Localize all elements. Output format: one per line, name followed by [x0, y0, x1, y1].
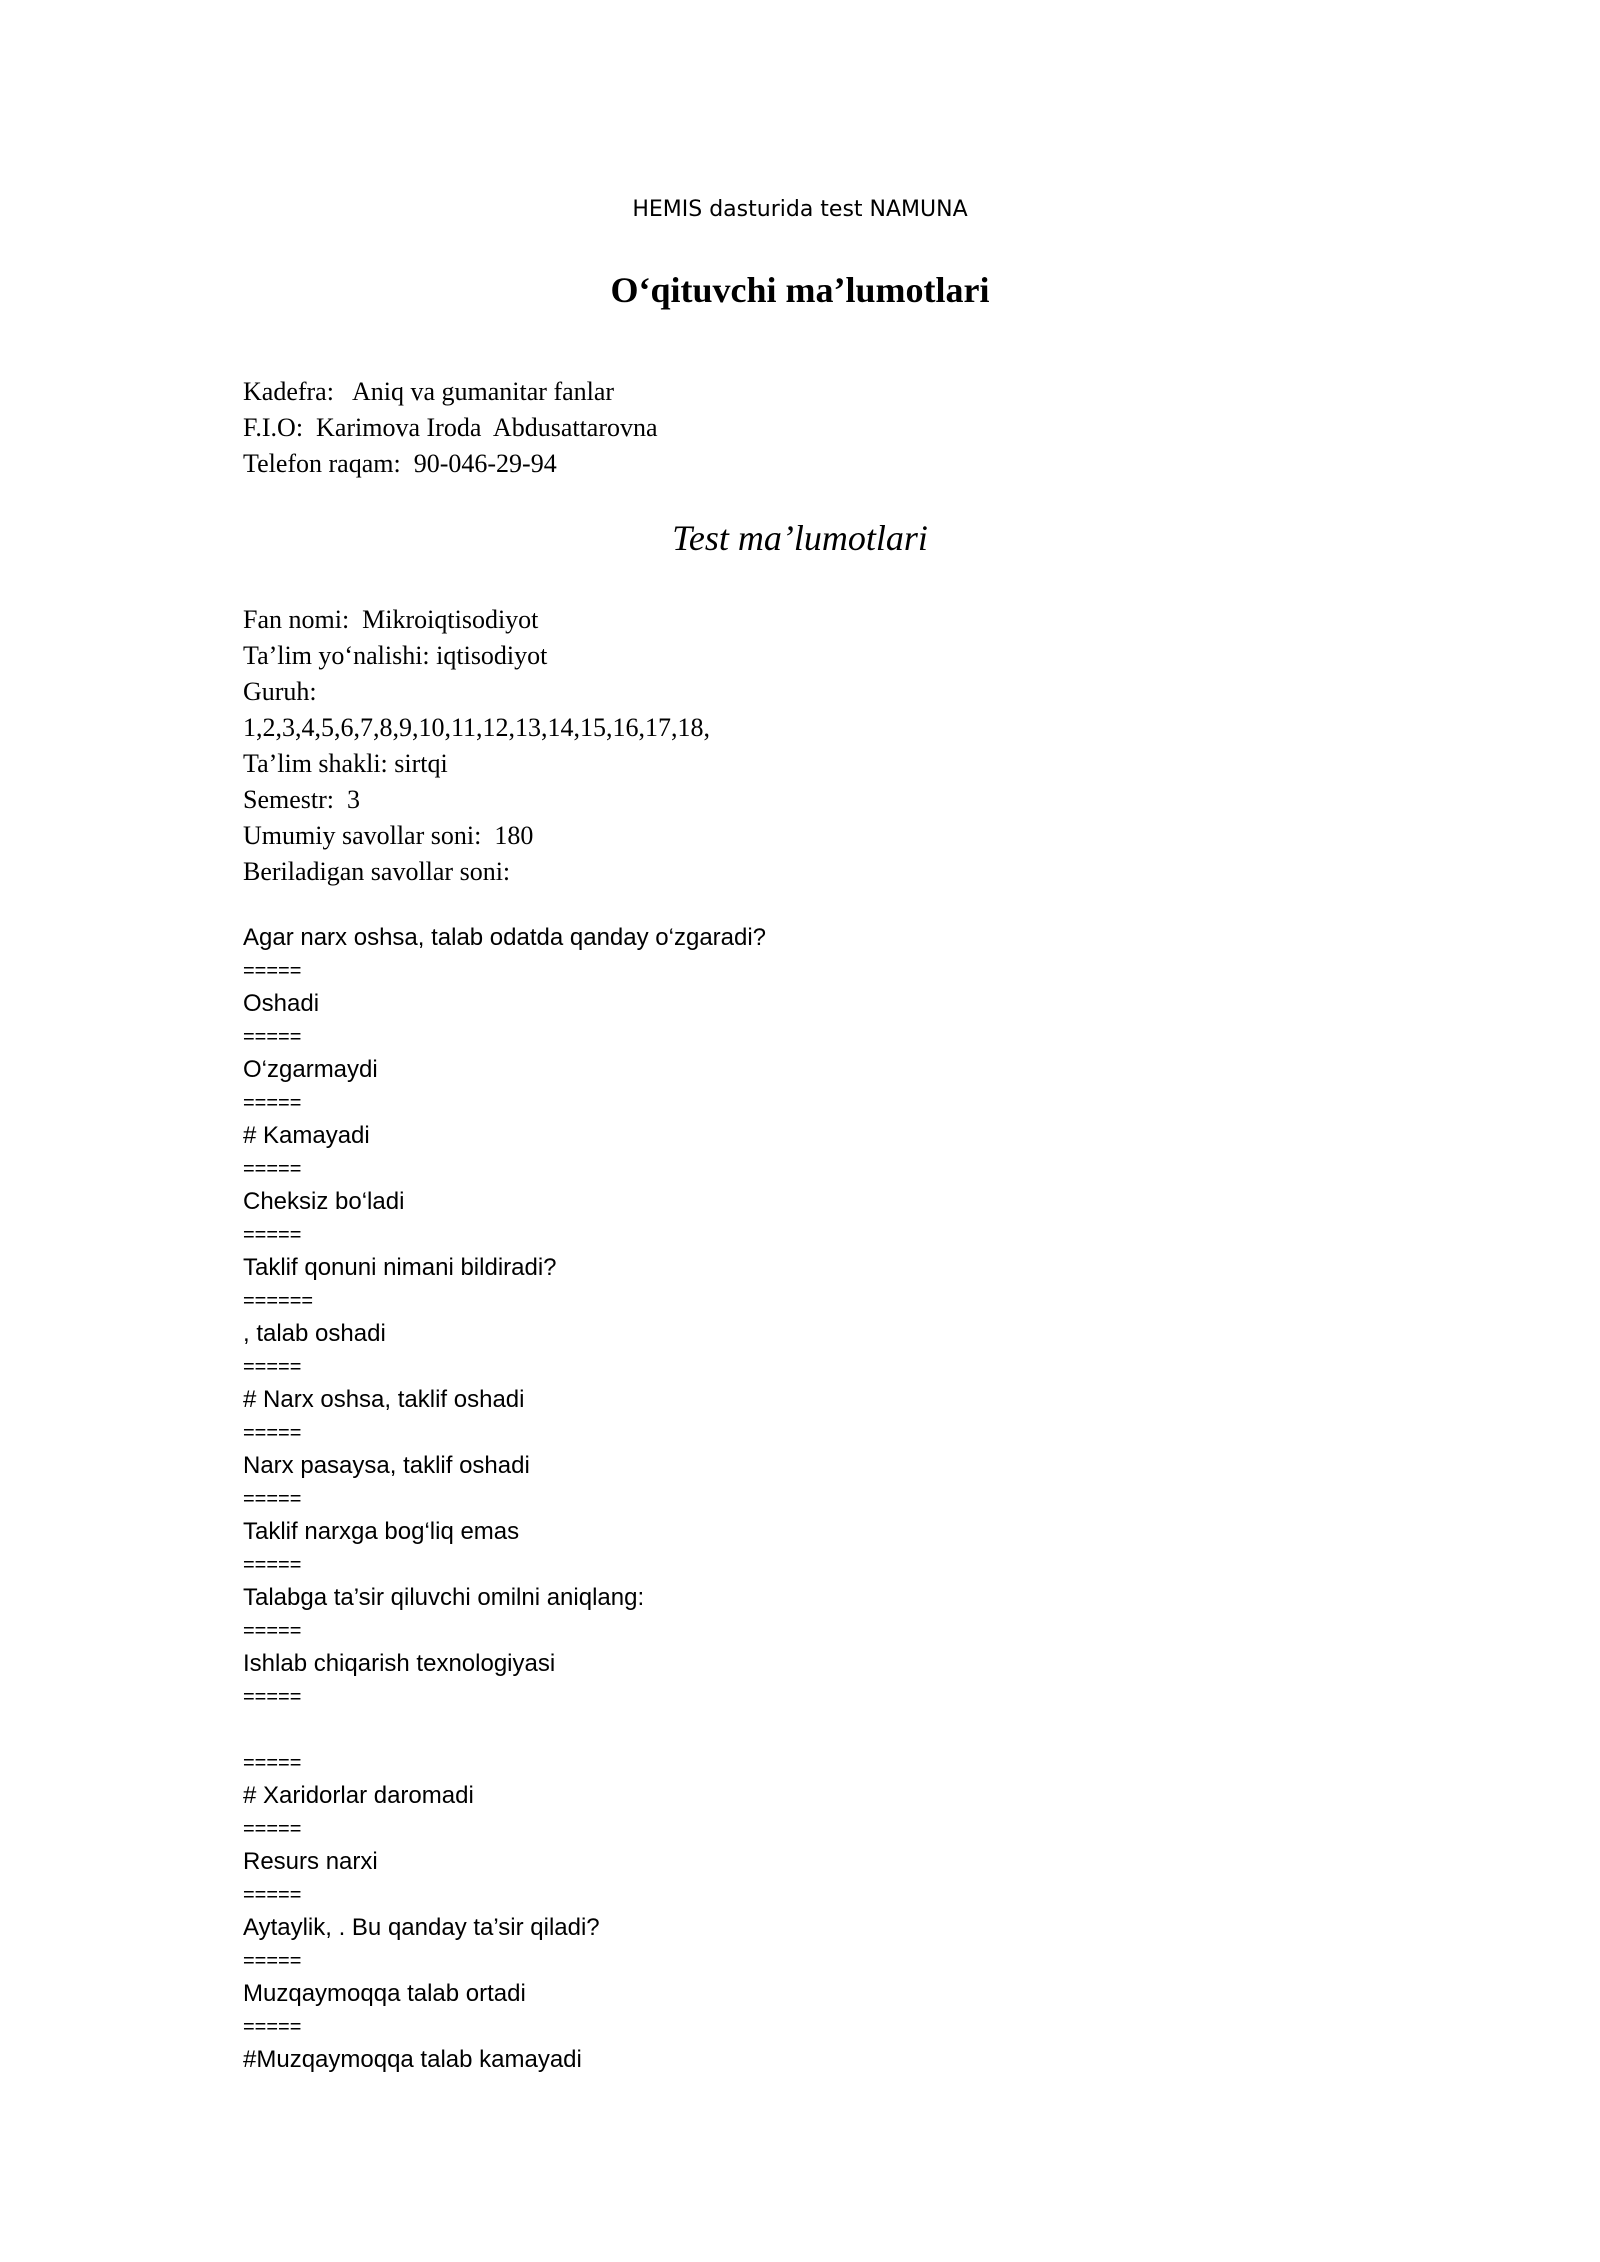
- qa-text-line: # Narx oshsa, taklif oshadi: [243, 1386, 525, 1413]
- qa-text-line: Ishlab chiqarish texnologiyasi: [243, 1650, 556, 1677]
- separator-line: =====: [243, 1158, 302, 1180]
- teacher-info-heading: O‘qituvchi ma’lumotlari: [610, 270, 990, 310]
- qa-text-line: Aytaylik, . Bu qanday ta’sir qiladi?: [243, 1914, 600, 1941]
- blank-answer-line: [243, 1714, 766, 1746]
- qa-text-line: Agar narx oshsa, talab odatda qanday o‘zgaradi?: [243, 924, 767, 951]
- study-form-line: Ta’lim shakli: sirtqi: [243, 749, 448, 778]
- qa-text-line: Oshadi: [243, 990, 320, 1017]
- separator-line: =====: [243, 1422, 302, 1444]
- separator-line: =====: [243, 1092, 302, 1114]
- subject-line: Fan nomi: Mikroiqtisodiyot: [243, 605, 539, 634]
- teacher-info-block: [243, 374, 658, 482]
- separator-line: =====: [243, 960, 302, 982]
- separator-line: =====: [243, 1554, 302, 1576]
- separator-line: =====: [243, 1686, 302, 1708]
- document-header-note: HEMIS dasturida test NAMUNA: [632, 197, 968, 222]
- given-questions-line: Beriladigan savollar soni:: [243, 857, 511, 886]
- separator-line: =====: [243, 1884, 302, 1906]
- group-list-line: 1,2,3,4,5,6,7,8,9,10,11,12,13,14,15,16,17,18,: [243, 713, 711, 742]
- separator-line: =====: [243, 1356, 302, 1378]
- separator-line: =====: [243, 1026, 302, 1048]
- qa-text-line: # Kamayadi: [243, 1122, 370, 1149]
- separator-line: =====: [243, 2016, 302, 2038]
- separator-line: =====: [243, 1620, 302, 1642]
- qa-text-line: Cheksiz bo‘ladi: [243, 1188, 405, 1215]
- direction-line: Ta’lim yo‘nalishi: iqtisodiyot: [243, 641, 548, 670]
- separator-line: =====: [243, 1752, 302, 1774]
- qa-text-line: # Xaridorlar daromadi: [243, 1782, 474, 1809]
- qa-text-line: O‘zgarmaydi: [243, 1056, 378, 1083]
- separator-line: =====: [243, 1950, 302, 1972]
- separator-line: =====: [243, 1818, 302, 1840]
- test-questions-block: [243, 922, 766, 2076]
- kafedra-line: Kadefra: Aniq va gumanitar fanlar: [243, 377, 615, 406]
- separator-line: ======: [243, 1290, 314, 1312]
- separator-line: =====: [243, 1224, 302, 1246]
- qa-text-line: , talab oshadi: [243, 1320, 386, 1347]
- test-info-block: [243, 602, 710, 890]
- qa-text-line: Muzqaymoqqa talab ortadi: [243, 1980, 526, 2007]
- qa-text-line: Taklif qonuni nimani bildiradi?: [243, 1254, 557, 1281]
- separator-line: =====: [243, 1488, 302, 1510]
- semester-line: Semestr: 3: [243, 785, 360, 814]
- total-questions-line: Umumiy savollar soni: 180: [243, 821, 534, 850]
- qa-text-line: Talabga ta’sir qiluvchi omilni aniqlang:: [243, 1584, 645, 1611]
- qa-text-line: Taklif narxga bog‘liq emas: [243, 1518, 520, 1545]
- qa-text-line: Narx pasaysa, taklif oshadi: [243, 1452, 530, 1479]
- qa-text-line: Resurs narxi: [243, 1848, 378, 1875]
- test-info-heading: Test ma’lumotlari: [672, 518, 928, 558]
- phone-line: Telefon raqam: 90-046-29-94: [243, 449, 557, 478]
- fio-line: F.I.O: Karimova Iroda Abdusattarovna: [243, 413, 658, 442]
- qa-text-line: #Muzqaymoqqa talab kamayadi: [243, 2046, 582, 2073]
- group-label-line: Guruh:: [243, 677, 317, 706]
